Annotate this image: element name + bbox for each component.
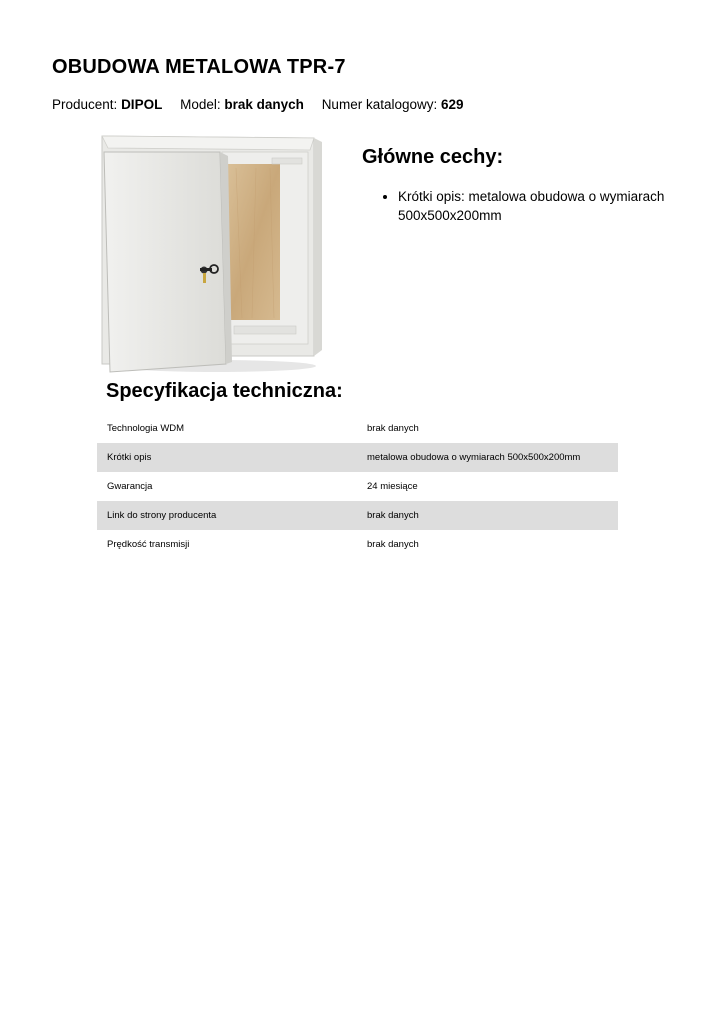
product-title: OBUDOWA METALOWA TPR-7 — [52, 56, 346, 78]
spec-value: brak danych — [357, 501, 618, 530]
spec-row — [97, 472, 618, 501]
spec-label: Link do strony producenta — [97, 501, 357, 530]
spec-value: metalowa obudowa o wymiarach 500x500x200mm — [357, 443, 618, 472]
spec-label: Gwarancja — [107, 481, 153, 492]
features-heading: Główne cechy: — [362, 146, 504, 168]
spec-value: brak danych — [367, 423, 419, 434]
spec-row — [97, 443, 618, 472]
model-info — [180, 97, 308, 112]
spec-label: Prędkość transmisji — [107, 539, 190, 550]
spec-row — [97, 501, 618, 530]
catalog-info — [322, 97, 464, 112]
producer-label: Producent: — [52, 97, 118, 112]
product-meta — [52, 97, 478, 112]
features-list — [372, 187, 698, 225]
spec-value: 24 miesiące — [367, 481, 418, 492]
producer-value: DIPOL — [121, 97, 163, 112]
spec-label: Technologia WDM — [107, 423, 185, 434]
spec-table — [97, 414, 618, 559]
feature-item: • Krótki opis: metalowa obudowa o wymiarach 500x500x200mm — [398, 187, 698, 225]
spec-row — [97, 530, 618, 559]
catalog-value: 629 — [441, 97, 464, 112]
producer-info — [52, 97, 166, 112]
spec-label: Krótki opis — [97, 443, 357, 472]
spec-value: brak danych — [367, 539, 419, 550]
spec-row — [97, 414, 618, 443]
model-value: brak danych — [224, 97, 304, 112]
model-label: Model: — [180, 97, 221, 112]
spec-heading: Specyfikacja techniczna: — [106, 380, 343, 402]
product-image — [96, 128, 322, 374]
catalog-label: Numer katalogowy: — [321, 97, 438, 112]
